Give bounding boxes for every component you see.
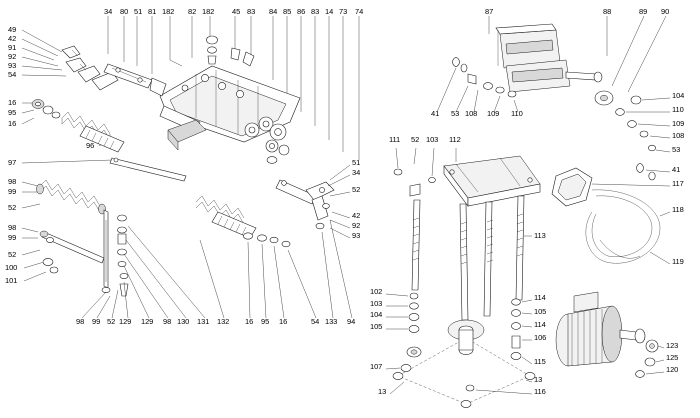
callout-110-a: 110 <box>511 109 523 118</box>
callout-73: 73 <box>339 7 348 16</box>
callout-108-b: 108 <box>672 131 685 140</box>
callout-106: 106 <box>534 333 547 342</box>
callout-118: 118 <box>672 205 684 214</box>
callout-99-a: 99 <box>8 187 17 196</box>
callout-120: 120 <box>666 365 679 374</box>
callout-52-plate: 52 <box>411 135 420 144</box>
callout-129-b: 129 <box>141 317 154 326</box>
callout-109-b: 109 <box>672 119 685 128</box>
callout-86: 86 <box>297 7 306 16</box>
callout-92-a: 92 <box>8 52 17 61</box>
callout-52-mid: 52 <box>352 185 361 194</box>
callout-53-b: 53 <box>672 145 681 154</box>
callout-84: 84 <box>269 7 278 16</box>
callout-111: 111 <box>389 135 401 144</box>
leader-lines-mid-right <box>328 165 350 238</box>
callout-51-top: 51 <box>134 7 143 16</box>
callout-83-a: 83 <box>247 7 256 16</box>
callout-109-a: 109 <box>487 109 500 118</box>
callout-13-b: 13 <box>534 375 543 384</box>
callout-74: 74 <box>355 7 364 16</box>
callout-49: 49 <box>8 25 17 34</box>
callout-41-a: 41 <box>431 109 440 118</box>
right-column-parts <box>552 96 660 263</box>
callout-89: 89 <box>639 7 648 16</box>
callout-83-b: 83 <box>311 7 320 16</box>
callout-100: 100 <box>5 263 18 272</box>
callout-98-a: 98 <box>8 177 17 186</box>
callout-125: 125 <box>666 353 679 362</box>
callout-182-a: 182 <box>162 7 175 16</box>
callout-99-c: 99 <box>92 317 101 326</box>
callout-182-b: 182 <box>202 7 215 16</box>
callout-129-a: 129 <box>119 317 132 326</box>
callout-42-mid: 42 <box>352 211 361 220</box>
callout-45: 45 <box>232 7 241 16</box>
callout-81: 81 <box>148 7 157 16</box>
callout-119: 119 <box>672 257 684 266</box>
callout-42-a: 42 <box>8 34 17 43</box>
callout-98-b: 98 <box>8 223 17 232</box>
callout-93-a: 93 <box>8 61 17 70</box>
callout-133: 133 <box>325 317 338 326</box>
callout-92-mid: 92 <box>352 221 361 230</box>
callout-94: 94 <box>347 317 356 326</box>
callout-51-mid: 51 <box>352 158 361 167</box>
callout-34-mid: 34 <box>352 168 361 177</box>
callout-108-a: 108 <box>465 109 478 118</box>
callout-105-a: 105 <box>370 322 383 331</box>
callout-130: 130 <box>177 317 190 326</box>
callout-110-b: 110 <box>672 105 684 114</box>
callout-41-b: 41 <box>672 165 681 174</box>
callout-16-c: 16 <box>245 317 254 326</box>
center-frame-assembly <box>150 36 334 247</box>
callout-112: 112 <box>449 135 461 144</box>
callout-13-a: 13 <box>378 387 387 396</box>
callout-114-a: 114 <box>534 293 546 302</box>
callout-117: 117 <box>672 179 684 188</box>
callout-102: 102 <box>370 287 383 296</box>
callout-14: 14 <box>325 7 334 16</box>
callout-103-a: 103 <box>426 135 439 144</box>
callout-93-mid: 93 <box>352 231 361 240</box>
callout-80: 80 <box>120 7 129 16</box>
callout-16-d: 16 <box>279 317 288 326</box>
callout-103-b: 103 <box>370 299 383 308</box>
callout-95-b: 95 <box>261 317 270 326</box>
leader-lines-roller <box>437 68 518 112</box>
callout-123: 123 <box>666 341 679 350</box>
coil-spring-lower <box>40 180 100 212</box>
callout-34-top: 34 <box>104 7 113 16</box>
callout-87: 87 <box>485 7 494 16</box>
callout-97: 97 <box>8 158 17 167</box>
callout-85: 85 <box>283 7 292 16</box>
callout-132: 132 <box>217 317 230 326</box>
callout-54-b: 54 <box>311 317 320 326</box>
callout-116: 116 <box>534 387 546 396</box>
callout-98-c: 98 <box>76 317 85 326</box>
callout-82: 82 <box>188 7 197 16</box>
callout-52-c: 52 <box>107 317 116 326</box>
callout-131: 131 <box>197 317 210 326</box>
callout-105-b: 105 <box>534 307 547 316</box>
callout-98-d: 98 <box>163 317 172 326</box>
callout-54-a: 54 <box>8 70 17 79</box>
callout-16-a: 16 <box>8 98 17 107</box>
callout-113: 113 <box>534 231 546 240</box>
callout-114-b: 114 <box>534 320 546 329</box>
callout-88: 88 <box>603 7 612 16</box>
motor-assembly <box>556 292 658 377</box>
callout-95-a: 95 <box>8 108 17 117</box>
callout-115: 115 <box>534 357 546 366</box>
callout-104-a: 104 <box>672 91 685 100</box>
callout-16-b: 16 <box>8 119 17 128</box>
callout-53-a: 53 <box>451 109 460 118</box>
callout-104-b: 104 <box>370 310 383 319</box>
callout-90: 90 <box>661 7 670 16</box>
callout-101: 101 <box>5 276 18 285</box>
callout-52-b: 52 <box>8 250 17 259</box>
callout-91: 91 <box>8 43 17 52</box>
callout-96: 96 <box>86 141 95 150</box>
callout-52-a: 52 <box>8 203 17 212</box>
callout-99-b: 99 <box>8 233 17 242</box>
callout-107: 107 <box>370 362 383 371</box>
